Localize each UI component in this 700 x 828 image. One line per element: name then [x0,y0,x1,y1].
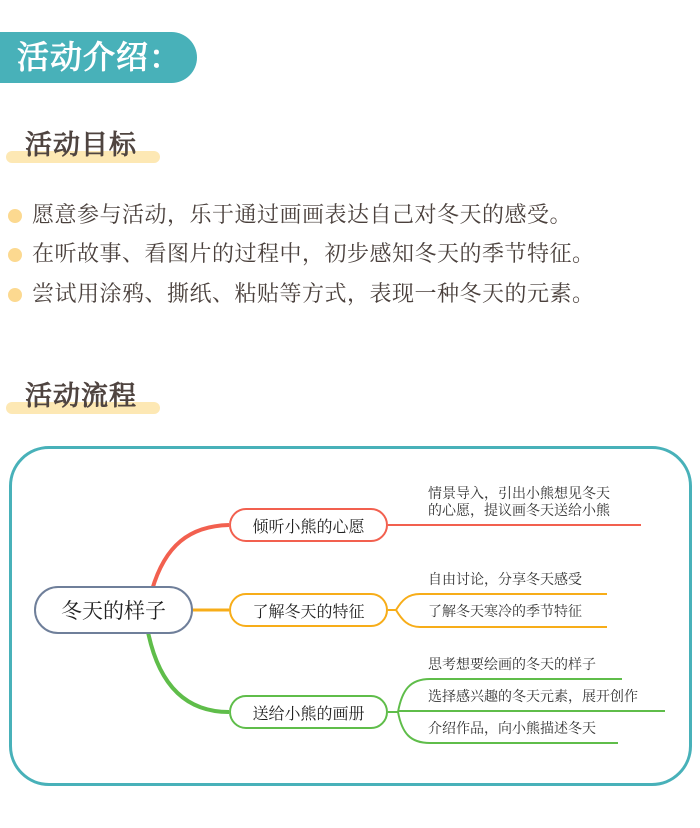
intro-header-pill [0,32,197,83]
intro-header-title: 活动介绍： [17,38,183,76]
root-label: 冬天的样子 [61,599,166,623]
mindmap-root-node [34,586,193,634]
goal-item [0,279,700,311]
branch-node-features [229,593,388,627]
branch-node-listen [229,508,388,542]
goal-text: 尝试用涂鸦、撕纸、粘贴等方式，表现一种冬天的元素。 [32,282,595,307]
leaf-text: 情景导入，引出小熊想见冬天 [428,486,610,502]
leaf-text: 的心愿，提议画冬天送给小熊 [428,503,610,519]
goal-text: 愿意参与活动，乐于通过画画表达自己对冬天的感受。 [32,203,573,228]
leaf-text: 思考想要绘画的冬天的样子 [428,657,596,673]
leaf-text: 自由讨论，分享冬天感受 [428,572,582,588]
goal-item [0,200,700,232]
branch-node-album [229,695,388,729]
bullet-dot-icon [8,248,22,262]
goal-item [0,239,700,271]
process-section-heading [6,381,166,421]
goals-section-title: 活动目标 [25,130,137,161]
branch-label: 倾听小熊的心愿 [252,516,365,536]
leaf-text: 选择感兴趣的冬天元素，展开创作 [428,689,638,705]
process-section-title: 活动流程 [25,381,137,412]
bullet-dot-icon [8,209,22,223]
branch-label: 了解冬天的特征 [252,601,365,621]
leaf-text: 介绍作品，向小熊描述冬天 [428,721,596,737]
goals-section-heading [6,130,166,170]
leaf-text: 了解冬天寒冷的季节特征 [428,604,582,620]
goal-text: 在听故事、看图片的过程中，初步感知冬天的季节特征。 [32,242,595,267]
bullet-dot-icon [8,288,22,302]
branch-label: 送给小熊的画册 [252,703,365,723]
